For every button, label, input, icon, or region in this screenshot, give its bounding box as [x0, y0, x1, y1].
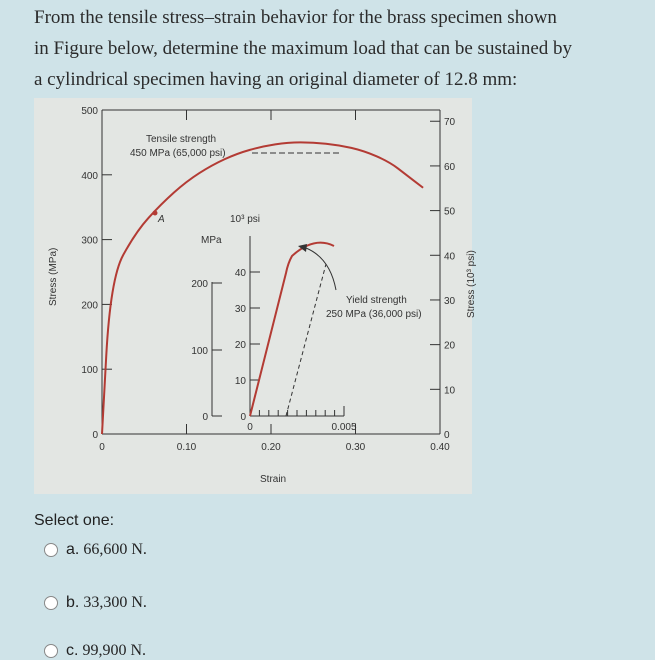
y-tick-label-right: 70 [444, 117, 456, 129]
x-tick-label: 0.30 [345, 442, 366, 453]
x-tick-label: 0.10 [176, 442, 197, 453]
y-tick-label-right: 60 [444, 161, 456, 173]
option-c-text: 99,900 N. [82, 642, 147, 659]
option-c-letter: c. [66, 642, 79, 659]
y-tick-label-left: 400 [81, 170, 98, 182]
stress-strain-figure [34, 98, 477, 494]
option-a[interactable] [44, 541, 147, 559]
y-tick-label-right: 50 [444, 206, 456, 218]
inset-strain-tick-label: 0 [247, 422, 253, 433]
question-line-1: From the tensile stress–strain behavior for the brass specimen shown [34, 7, 557, 28]
y-tick-label-right: 10 [444, 385, 456, 397]
option-a-letter: a. [66, 541, 80, 558]
y-tick-label-right: 30 [444, 295, 456, 307]
question-line-2: in Figure below, determine the maximum load that can be sustained by [34, 38, 573, 59]
stress-strain-curve [102, 142, 423, 434]
inset-psi-tick-label: 40 [234, 268, 246, 279]
inset-axes [201, 214, 344, 416]
option-a-text: 66,600 N. [83, 541, 147, 558]
select-one-label: Select one: [34, 512, 115, 529]
question-text [34, 2, 634, 95]
x-tick-label: 0 [99, 442, 105, 453]
tensile-strength-label: Tensile strength [146, 134, 217, 145]
option-b[interactable] [44, 594, 147, 612]
option-c[interactable] [44, 642, 146, 660]
yield-strength-label: Yield strength [346, 295, 407, 306]
inset-ticks [191, 268, 357, 433]
x-tick-label: 0.20 [261, 442, 281, 453]
option-b-text: 33,300 N. [83, 594, 147, 611]
y-tick-label-right: 20 [444, 340, 456, 352]
inset-mpa-tick-label: 0 [202, 412, 208, 423]
offset-dashed-line [286, 264, 326, 416]
inset-psi-tick-label: 10 [234, 376, 246, 387]
tensile-strength-value: 450 MPa (65,000 psi) [130, 148, 226, 159]
radio-button-c[interactable] [44, 644, 58, 658]
inset-psi-tick-label: 30 [234, 304, 246, 315]
x-tick-label: 0.40 [430, 442, 450, 453]
inset-mpa-tick-label: 100 [191, 346, 208, 357]
y-tick-label-left: 300 [81, 235, 98, 247]
inset-elastic-curve [250, 243, 334, 416]
y-tick-label-right: 0 [444, 430, 450, 441]
y-axis-title-right: Stress (10³ psi) [466, 250, 477, 318]
y-axis-title-left: Stress (MPa) [48, 247, 59, 306]
radio-button-a[interactable] [44, 543, 58, 557]
inset-psi-tick-label: 20 [234, 340, 246, 351]
point-a-marker [153, 211, 158, 216]
y-tick-label-left: 100 [81, 365, 98, 377]
question-line-3: a cylindrical specimen having an original diameter of 12.8 mm: [34, 69, 518, 90]
inset-strain-tick-label: 0.005 [331, 422, 357, 433]
yield-strength-value: 250 MPa (36,000 psi) [326, 309, 422, 320]
stress-strain-chart [34, 98, 477, 494]
option-b-letter: b. [66, 594, 80, 611]
inset-mpa-tick-label: 200 [191, 279, 208, 290]
x-axis-title: Strain [260, 474, 287, 485]
inset-psi-tick-label: 0 [240, 412, 246, 423]
y-tick-label-left: 500 [81, 106, 98, 117]
inset-unit-psi: 10³ psi [230, 214, 261, 225]
y-tick-label-left: 200 [81, 300, 98, 312]
inset-unit-mpa: MPa [201, 235, 222, 246]
y-tick-label-right: 40 [444, 251, 456, 263]
point-a-label: A [158, 214, 165, 225]
y-tick-label-left: 0 [92, 430, 98, 441]
radio-button-b[interactable] [44, 596, 58, 610]
